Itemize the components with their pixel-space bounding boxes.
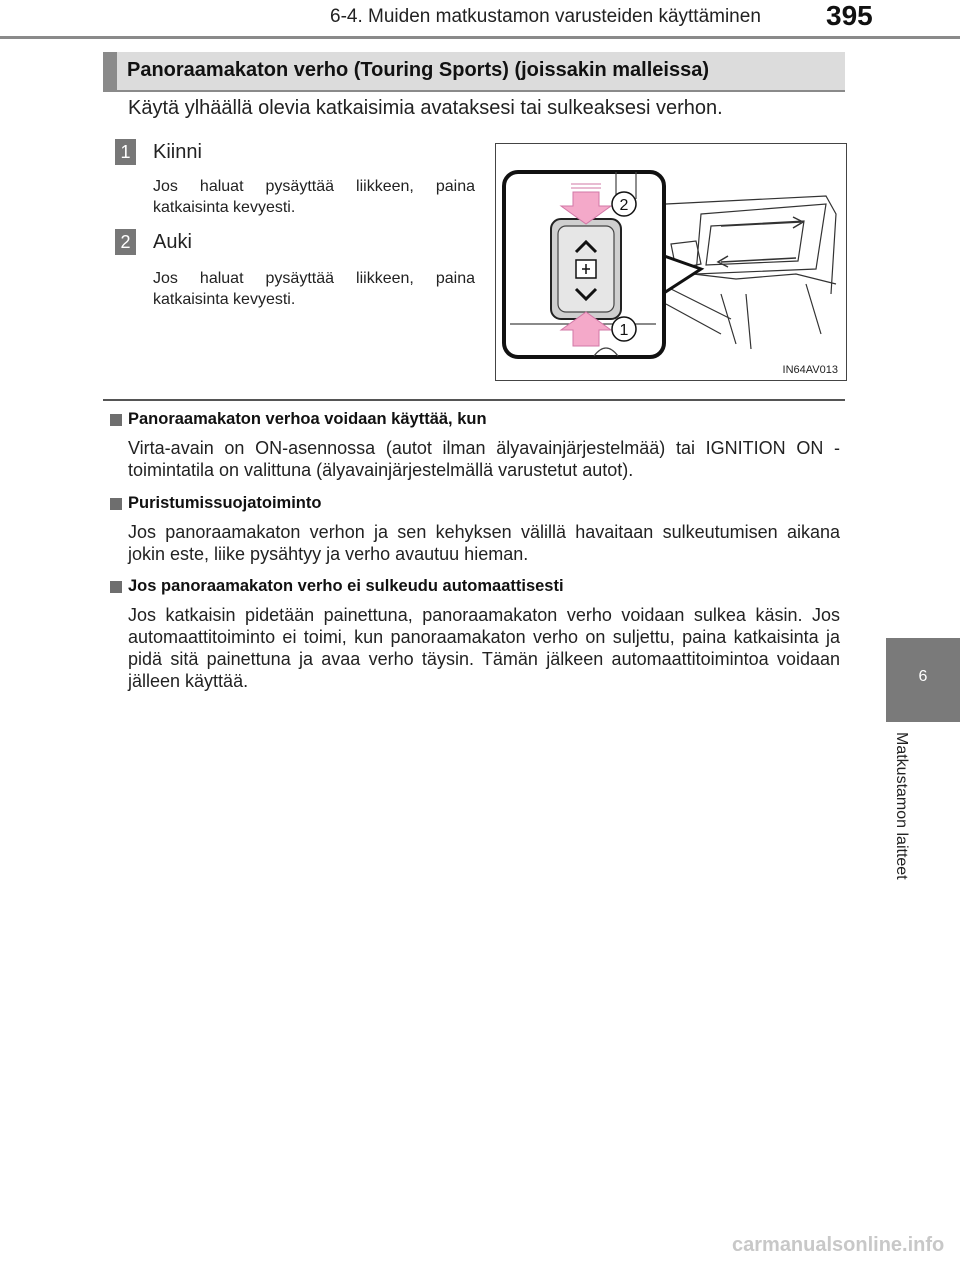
- section-title: Panoraamakaton verho (Touring Sports) (joissakin malleissa): [127, 59, 710, 81]
- step-1-description: Jos haluat pysäyttää liikkeen, paina katkaisinta kevyesti.: [153, 178, 475, 216]
- chapter-label: Matkustamon laitteet: [893, 732, 910, 880]
- callout-2-label: 2: [619, 197, 629, 214]
- note-manual-close: [110, 577, 840, 692]
- note-operation-conditions: [110, 410, 840, 481]
- note-heading-text: Panoraamakaton verhoa voidaan käyttää, kun: [128, 410, 487, 428]
- bullet-square-icon: [110, 414, 122, 426]
- bullet-square-icon: [110, 498, 122, 510]
- note-body: Jos katkaisin pidetään painettuna, panoraamakaton verho voidaan sulkea käsin. Jos automaattitoiminto ei toimi, kun panoraamakaton verho on suljettu, paina katkaisinta ja pidä sitä painettuna ja avaa verho täysin. Tämän jälkeen automaattitoimintoa voidaan jälleen käyttää.: [128, 605, 840, 691]
- note-body: Virta-avain on ON-asennossa (autot ilman älyavainjärjestelmää) tai IGNITION ON -toimintatila on valittuna (älyavainjärjestelmällä varustetut autot).: [128, 438, 840, 480]
- note-anti-pinch: [110, 494, 840, 565]
- note-body: Jos panoraamakaton verhon ja sen kehyksen välillä havaitaan sulkeutumisen aikana jokin este, liike pysähtyy ja verho avautuu hieman.: [128, 522, 840, 564]
- note-heading: [110, 577, 840, 596]
- step-1-label: Kiinni: [153, 141, 202, 163]
- step-1-number: 1: [115, 139, 136, 165]
- section-accent: [103, 52, 117, 90]
- bullet-square-icon: [110, 581, 122, 593]
- watermark: carmanualsonline.info: [732, 1234, 945, 1256]
- step-2-description: Jos haluat pysäyttää liikkeen, paina katkaisinta kevyesti.: [153, 270, 475, 308]
- figure-code: IN64AV013: [782, 364, 838, 376]
- callout-1-label: 1: [619, 322, 629, 339]
- switch-illustration: [495, 143, 847, 381]
- note-heading-text: Jos panoraamakaton verho ei sulkeudu automaattisesti: [128, 577, 564, 595]
- note-heading: [110, 494, 840, 513]
- section-heading-bar: [103, 52, 845, 92]
- section-divider: [103, 399, 845, 401]
- page-number: 395: [826, 0, 873, 31]
- chapter-tab: [886, 638, 960, 722]
- step-2-label: Auki: [153, 231, 192, 253]
- step-2-number: 2: [115, 229, 136, 255]
- header-title: 6-4. Muiden matkustamon varusteiden käyttäminen: [330, 6, 761, 27]
- header-rule: [0, 36, 960, 39]
- switch-illustration-drawing: [496, 144, 846, 380]
- note-heading: [110, 410, 840, 429]
- chapter-number: 6: [918, 668, 928, 685]
- intro-text: Käytä ylhäällä olevia katkaisimia avataksesi tai sulkeaksesi verhon.: [128, 97, 723, 119]
- note-heading-text: Puristumissuojatoiminto: [128, 494, 322, 512]
